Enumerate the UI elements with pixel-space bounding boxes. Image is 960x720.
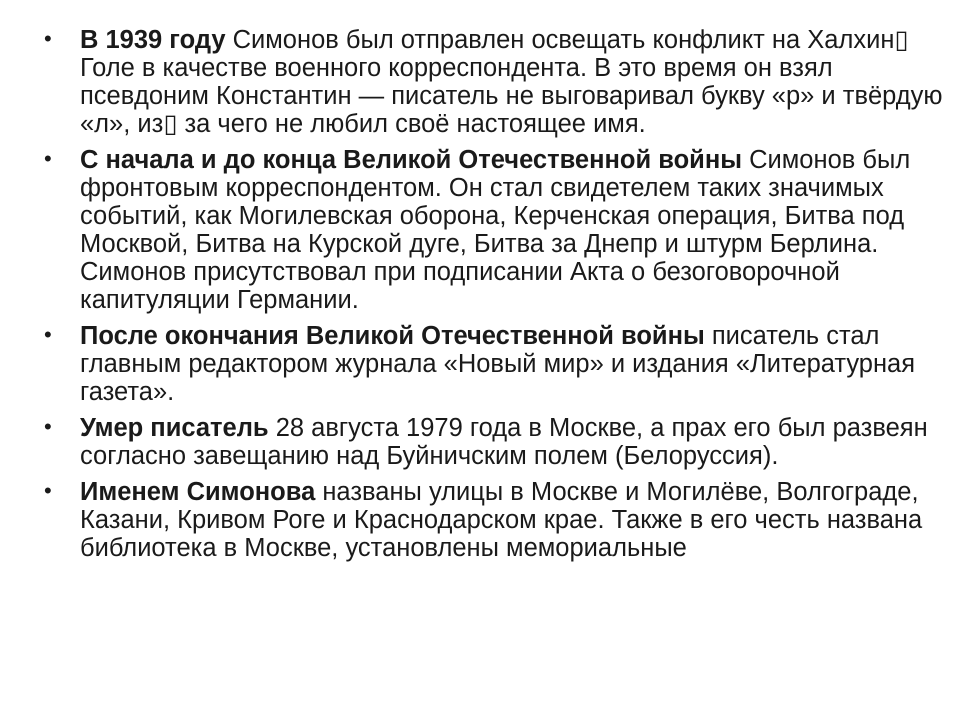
bullet-lead: После окончания Великой Отечественной войны — [80, 322, 705, 350]
bullet-body: Симонов был отправлен освещать конфликт на Халхин▯ Голе в качестве военного корреспондента. В это время он взял псевдоним Константин — писатель не выговаривал букву «р» и твёрдую «л», из▯ за чего не любил своё настоящее имя. — [80, 26, 943, 138]
bullet-item-war-correspondent — [44, 146, 944, 314]
bullet-lead: С начала и до конца Великой Отечественной войны — [80, 146, 743, 174]
bullet-dot-icon: • — [44, 414, 52, 439]
bullet-dot-icon: • — [44, 322, 52, 347]
bullet-item-legacy — [44, 478, 944, 562]
bullet-body: писатель стал главным редактором журнала «Новый мир» и издания «Литературная газета». — [80, 322, 916, 406]
bullet-list — [44, 26, 944, 570]
bullet-body: Симонов был фронтовым корреспондентом. Он стал свидетелем таких значимых событий, как Могилевская оборона, Керченская операция, Битва под Москвой, Битва на Курской дуге, Битва за Днепр и штурм Берлина. Симонов присутствовал при подписании Акта о безоговорочной капитуляции Германии. — [80, 146, 911, 314]
bullet-item-after-war — [44, 322, 944, 406]
bullet-item-1939 — [44, 26, 944, 138]
bullet-body: 28 августа 1979 года в Москве, а прах его был развеян согласно завещанию над Буйничским полем (Белоруссия). — [80, 414, 928, 470]
bullet-body: названы улицы в Москве и Могилёве, Волгограде, Казани, Кривом Роге и Краснодарском крае. Также в его честь названа библиотека в Москве, установлены мемориальные — [80, 478, 923, 562]
bullet-lead: В 1939 году — [80, 26, 226, 54]
bullet-dot-icon: • — [44, 146, 52, 171]
bullet-lead: Именем Симонова — [80, 478, 316, 506]
bullet-dot-icon: • — [44, 478, 52, 503]
bullet-item-death — [44, 414, 944, 470]
bullet-dot-icon: • — [44, 26, 52, 51]
bullet-lead: Умер писатель — [80, 414, 269, 442]
